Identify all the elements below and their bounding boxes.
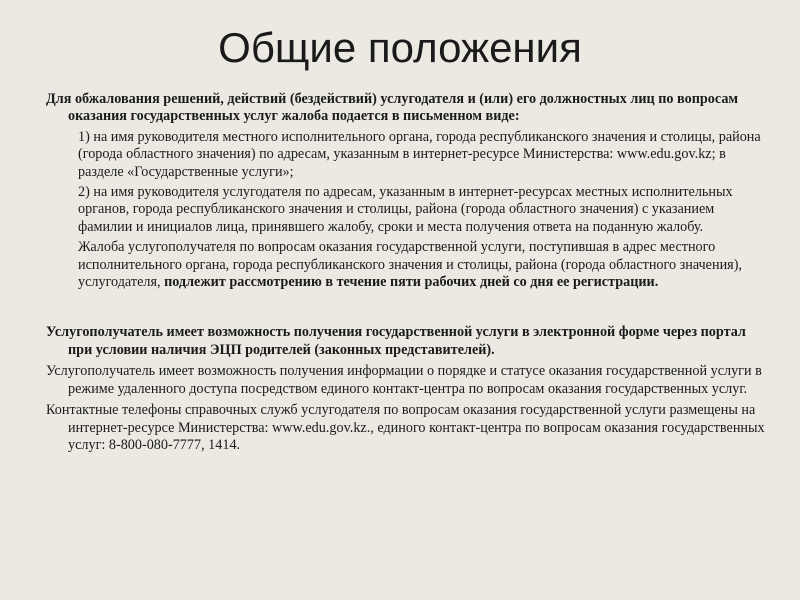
complaint-lead: Жалоба услугополучателя: [78, 239, 236, 256]
list-item-1: 1) на имя руководителя местного исполнительного органа, города республиканского значения и столицы, района (города областного значения) по адресам, указанным в интернет-ресурсе Министерства: www.edu.gov.kz; в разделе «Государственные услуги»;: [78, 128, 761, 180]
list-item-2: 2) на имя руководителя услугодателя по адресам, указанным в интернет-ресурсах местных исполнительных органов, города республиканского значения и столицы, района (города областного значения) с указанием фамилии и инициалов лица, принявшего жалобу, сроки и места получения ответа на поданную жалобу.: [78, 184, 733, 235]
intro-paragraph: Для обжалования решений, действий (бездействий) услугодателя и (или) его должностных лиц по вопросам оказания государственных услуг жалоба подается в письменном виде:: [46, 91, 739, 125]
slide-title: Общие положения: [218, 24, 582, 71]
complaint-deadline: подлежит рассмотрению в течение пяти рабочих дней со дня ее регистрации.: [164, 274, 659, 291]
slide-body: [46, 91, 768, 454]
contacts-paragraph: Контактные телефоны справочных служб услугодателя по вопросам оказания государственной услуги размещены на интернет-ресурсе Министерства: www.edu.gov.kz., единого контакт-центра по вопросам оказания государственных услуг: 8-800-080-7777, 1414.: [46, 402, 765, 453]
ecp-paragraph: Услугополучатель имеет возможность получения государственной услуги в электронной форме через портал при условии наличия ЭЦП родителей (законных представителей).: [46, 324, 746, 358]
complaint-paragraph: [46, 239, 768, 291]
complaint-middle: по вопросам оказания государственной услуги, поступившая в адрес местного исполнительного органа, города республиканского значения и столицы, района (города областного значения), услугодателя,: [78, 239, 742, 291]
remote-info-paragraph: Услугополучатель имеет возможность получения информации о порядке и статусе оказания государственной услуги в режиме удаленного доступа посредством единого контакт-центра по вопросам оказания государственных услуг.: [46, 363, 762, 397]
